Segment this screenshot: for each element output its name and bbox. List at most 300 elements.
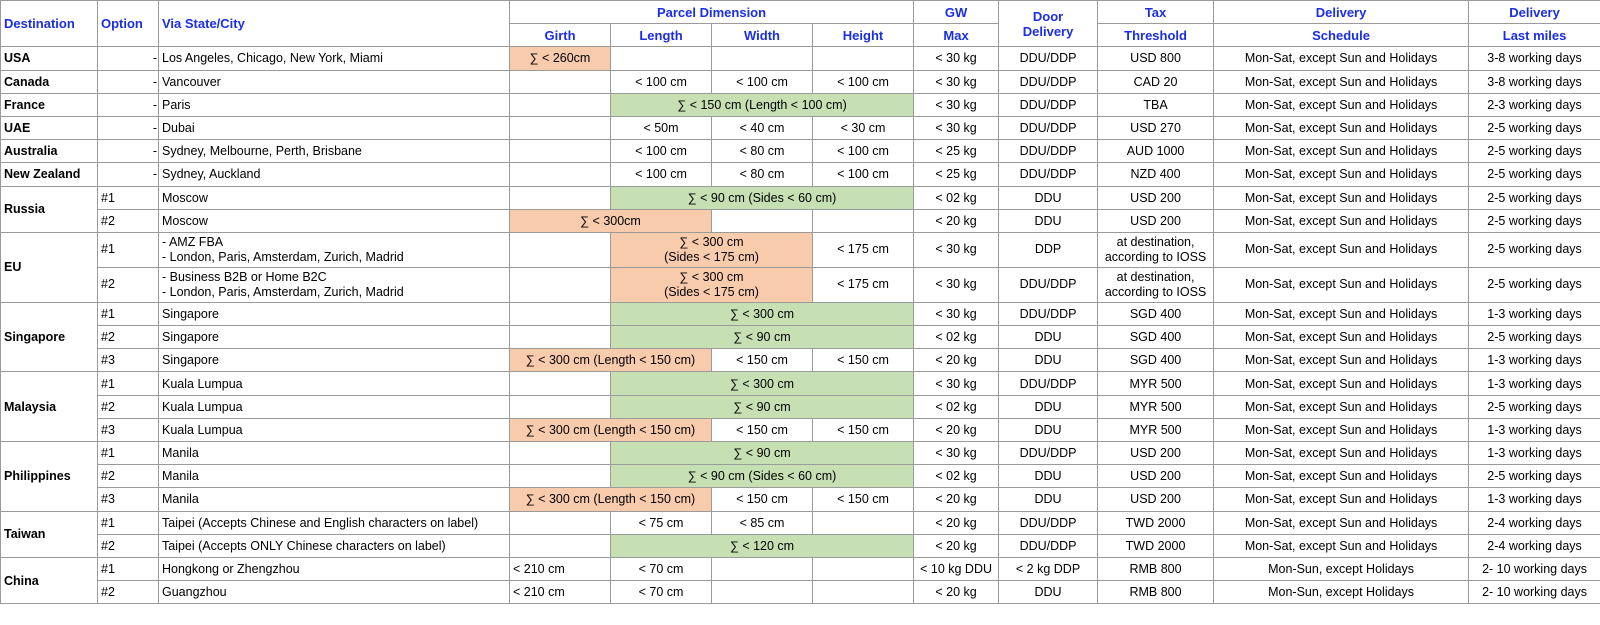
tax-cell: TWD 2000	[1098, 511, 1214, 534]
height-cell	[813, 581, 914, 604]
via-cell: Singapore	[159, 349, 510, 372]
girth-cell	[510, 511, 611, 534]
door-cell: DDU/DDP	[999, 163, 1098, 186]
schedule-cell: Mon-Sat, except Sun and Holidays	[1214, 47, 1469, 70]
table-row	[1, 372, 1600, 395]
header-threshold: Threshold	[1098, 24, 1214, 47]
last-miles-cell: 2-5 working days	[1469, 326, 1600, 349]
schedule-cell: Mon-Sat, except Sun and Holidays	[1214, 326, 1469, 349]
destination-cell: Singapore	[1, 302, 98, 372]
table-row	[1, 140, 1600, 163]
length-cell: < 70 cm	[611, 581, 712, 604]
width-cell: < 80 cm	[712, 163, 813, 186]
last-miles-cell: 2-3 working days	[1469, 93, 1600, 116]
tax-cell: MYR 500	[1098, 418, 1214, 441]
door-cell: DDU	[999, 395, 1098, 418]
table-row	[1, 395, 1600, 418]
gw-cell: < 20 kg	[914, 581, 999, 604]
option-cell: #3	[98, 418, 159, 441]
tax-cell: TWD 2000	[1098, 534, 1214, 557]
tax-cell	[1098, 232, 1214, 267]
table-row	[1, 557, 1600, 580]
gw-cell: < 20 kg	[914, 349, 999, 372]
width-cell: < 85 cm	[712, 511, 813, 534]
width-cell: < 150 cm	[712, 349, 813, 372]
door-cell: DDU/DDP	[999, 302, 1098, 325]
height-cell: < 150 cm	[813, 418, 914, 441]
header-gw-max: Max	[914, 24, 999, 47]
door-cell: DDU/DDP	[999, 511, 1098, 534]
dims-line2: (Sides < 175 cm)	[664, 249, 759, 264]
girth-length-cell: ∑ < 300cm	[510, 209, 712, 232]
option-cell: #1	[98, 302, 159, 325]
option-dash: -	[152, 51, 157, 66]
gw-cell: < 30 kg	[914, 372, 999, 395]
tax-cell: USD 200	[1098, 442, 1214, 465]
last-miles-cell: 2-4 working days	[1469, 534, 1600, 557]
schedule-cell: Mon-Sat, except Sun and Holidays	[1214, 232, 1469, 267]
tax-cell: USD 270	[1098, 116, 1214, 139]
gw-cell: < 02 kg	[914, 326, 999, 349]
via-cell: Taipei (Accepts Chinese and English characters on label)	[159, 511, 510, 534]
door-cell: DDU/DDP	[999, 140, 1098, 163]
table-row	[1, 581, 1600, 604]
via-cell: Hongkong or Zhengzhou	[159, 557, 510, 580]
dims-line1: ∑ < 300 cm	[679, 234, 744, 249]
last-miles-cell: 2-5 working days	[1469, 116, 1600, 139]
last-miles-cell: 2-5 working days	[1469, 140, 1600, 163]
option-cell: #1	[98, 232, 159, 267]
via-cell	[159, 267, 510, 302]
destination-cell: UAE	[1, 116, 98, 139]
length-cell: < 75 cm	[611, 511, 712, 534]
via-cell: Singapore	[159, 302, 510, 325]
girth-cell	[510, 372, 611, 395]
gw-cell: < 02 kg	[914, 465, 999, 488]
option-cell: #2	[98, 209, 159, 232]
option-cell: #2	[98, 395, 159, 418]
length-width-cell	[611, 267, 813, 302]
destination-cell: USA	[1, 47, 98, 70]
schedule-cell: Mon-Sat, except Sun and Holidays	[1214, 70, 1469, 93]
dims-line2: (Sides < 175 cm)	[664, 284, 759, 299]
girth-cell	[510, 302, 611, 325]
option-cell: #1	[98, 557, 159, 580]
schedule-cell: Mon-Sat, except Sun and Holidays	[1214, 534, 1469, 557]
gw-cell: < 20 kg	[914, 488, 999, 511]
girth-cell	[510, 140, 611, 163]
via-cell: Kuala Lumpua	[159, 395, 510, 418]
dimensions-cell: ∑ < 300 cm	[611, 302, 914, 325]
header-delivery-schedule-top: Delivery	[1214, 1, 1469, 24]
girth-cell: ∑ < 260cm	[510, 47, 611, 70]
door-cell: DDU/DDP	[999, 116, 1098, 139]
dimensions-cell: ∑ < 120 cm	[611, 534, 914, 557]
last-miles-cell: 2-5 working days	[1469, 395, 1600, 418]
width-cell: < 80 cm	[712, 140, 813, 163]
length-cell: < 100 cm	[611, 70, 712, 93]
header-girth: Girth	[510, 24, 611, 47]
gw-cell: < 30 kg	[914, 442, 999, 465]
door-cell: DDU/DDP	[999, 70, 1098, 93]
door-cell: DDU	[999, 186, 1098, 209]
width-cell: < 150 cm	[712, 418, 813, 441]
table-row	[1, 186, 1600, 209]
length-cell	[611, 47, 712, 70]
table-row	[1, 93, 1600, 116]
via-cell: Kuala Lumpua	[159, 418, 510, 441]
last-miles-cell: 1-3 working days	[1469, 418, 1600, 441]
schedule-cell: Mon-Sat, except Sun and Holidays	[1214, 418, 1469, 441]
via-cell: Guangzhou	[159, 581, 510, 604]
table-row	[1, 511, 1600, 534]
door-cell: DDU	[999, 349, 1098, 372]
last-miles-cell: 1-3 working days	[1469, 372, 1600, 395]
option-dash: -	[152, 74, 157, 89]
width-cell	[712, 209, 813, 232]
via-cell: Los Angeles, Chicago, New York, Miami	[159, 47, 510, 70]
table-row	[1, 534, 1600, 557]
door-cell: DDU/DDP	[999, 534, 1098, 557]
option-cell: #2	[98, 465, 159, 488]
width-cell	[712, 557, 813, 580]
width-cell: < 100 cm	[712, 70, 813, 93]
height-cell: < 175 cm	[813, 232, 914, 267]
last-miles-cell: 1-3 working days	[1469, 349, 1600, 372]
tax-cell: MYR 500	[1098, 372, 1214, 395]
via-cell	[159, 232, 510, 267]
via-line1: - AMZ FBA	[162, 234, 224, 249]
destination-cell: New Zealand	[1, 163, 98, 186]
table-row	[1, 47, 1600, 70]
girth-cell	[510, 116, 611, 139]
header-destination: Destination	[1, 1, 98, 47]
gw-cell: < 30 kg	[914, 47, 999, 70]
option-cell: #3	[98, 349, 159, 372]
last-miles-cell: 3-8 working days	[1469, 47, 1600, 70]
last-miles-cell: 3-8 working days	[1469, 70, 1600, 93]
tax-cell: SGD 400	[1098, 302, 1214, 325]
header-parcel-dimension: Parcel Dimension	[510, 1, 914, 24]
schedule-cell: Mon-Sat, except Sun and Holidays	[1214, 140, 1469, 163]
schedule-cell: Mon-Sat, except Sun and Holidays	[1214, 302, 1469, 325]
schedule-cell: Mon-Sat, except Sun and Holidays	[1214, 372, 1469, 395]
last-miles-cell: 2-5 working days	[1469, 186, 1600, 209]
via-cell: Vancouver	[159, 70, 510, 93]
header-gw: GW	[914, 1, 999, 24]
schedule-cell: Mon-Sun, except Holidays	[1214, 557, 1469, 580]
last-miles-cell: 1-3 working days	[1469, 488, 1600, 511]
schedule-cell: Mon-Sat, except Sun and Holidays	[1214, 186, 1469, 209]
tax-cell: USD 200	[1098, 465, 1214, 488]
via-cell: Taipei (Accepts ONLY Chinese characters on label)	[159, 534, 510, 557]
header-door-line1: Door	[1032, 8, 1064, 24]
door-cell: DDU	[999, 326, 1098, 349]
option-cell	[98, 47, 159, 70]
tax-line1: at destination,	[1116, 234, 1195, 249]
header-height: Height	[813, 24, 914, 47]
option-dash: -	[152, 167, 157, 182]
height-cell: < 30 cm	[813, 116, 914, 139]
dimensions-cell: ∑ < 300 cm	[611, 372, 914, 395]
dimensions-cell: ∑ < 90 cm (Sides < 60 cm)	[611, 186, 914, 209]
gw-cell: < 02 kg	[914, 395, 999, 418]
tax-cell: RMB 800	[1098, 557, 1214, 580]
dimensions-cell: ∑ < 90 cm	[611, 442, 914, 465]
girth-cell: < 210 cm	[510, 581, 611, 604]
girth-cell	[510, 267, 611, 302]
tax-cell: RMB 800	[1098, 581, 1214, 604]
header-length: Length	[611, 24, 712, 47]
table-row	[1, 349, 1600, 372]
last-miles-cell: 2-4 working days	[1469, 511, 1600, 534]
gw-cell: < 30 kg	[914, 93, 999, 116]
via-line2: - London, Paris, Amsterdam, Zurich, Madrid	[162, 249, 404, 264]
height-cell	[813, 511, 914, 534]
table-row	[1, 232, 1600, 267]
option-cell	[98, 93, 159, 116]
schedule-cell: Mon-Sat, except Sun and Holidays	[1214, 442, 1469, 465]
option-dash: -	[152, 144, 157, 159]
tax-cell: USD 200	[1098, 488, 1214, 511]
girth-cell	[510, 395, 611, 418]
table-row	[1, 302, 1600, 325]
destination-cell: Russia	[1, 186, 98, 232]
height-cell	[813, 557, 914, 580]
door-cell: DDP	[999, 232, 1098, 267]
via-line1: - Business B2B or Home B2C	[162, 269, 327, 284]
via-line2: - London, Paris, Amsterdam, Zurich, Madrid	[162, 284, 404, 299]
gw-cell: < 30 kg	[914, 302, 999, 325]
tax-cell: USD 800	[1098, 47, 1214, 70]
length-cell: < 100 cm	[611, 163, 712, 186]
gw-cell: < 02 kg	[914, 186, 999, 209]
schedule-cell: Mon-Sat, except Sun and Holidays	[1214, 511, 1469, 534]
option-cell: #2	[98, 581, 159, 604]
gw-cell: < 20 kg	[914, 534, 999, 557]
door-cell: DDU	[999, 209, 1098, 232]
gw-cell: < 20 kg	[914, 418, 999, 441]
schedule-cell: Mon-Sat, except Sun and Holidays	[1214, 395, 1469, 418]
door-cell: DDU	[999, 465, 1098, 488]
tax-line2: according to IOSS	[1104, 284, 1207, 299]
tax-line2: according to IOSS	[1104, 249, 1207, 264]
door-cell: DDU/DDP	[999, 267, 1098, 302]
girth-cell	[510, 465, 611, 488]
height-cell: < 175 cm	[813, 267, 914, 302]
header-schedule: Schedule	[1214, 24, 1469, 47]
gw-cell: < 20 kg	[914, 511, 999, 534]
girth-cell	[510, 186, 611, 209]
schedule-cell: Mon-Sat, except Sun and Holidays	[1214, 349, 1469, 372]
width-cell	[712, 47, 813, 70]
width-cell	[712, 581, 813, 604]
height-cell: < 150 cm	[813, 488, 914, 511]
destination-cell: Philippines	[1, 442, 98, 512]
gw-cell: < 25 kg	[914, 163, 999, 186]
length-cell: < 100 cm	[611, 140, 712, 163]
tax-cell: MYR 500	[1098, 395, 1214, 418]
last-miles-cell: 2-5 working days	[1469, 465, 1600, 488]
length-width-cell	[611, 232, 813, 267]
height-cell: < 100 cm	[813, 163, 914, 186]
girth-cell: < 210 cm	[510, 557, 611, 580]
header-last-miles: Last miles	[1469, 24, 1600, 47]
dimensions-cell: ∑ < 90 cm (Sides < 60 cm)	[611, 465, 914, 488]
destination-cell: EU	[1, 232, 98, 302]
width-cell: < 40 cm	[712, 116, 813, 139]
schedule-cell: Mon-Sat, except Sun and Holidays	[1214, 93, 1469, 116]
door-cell: DDU	[999, 488, 1098, 511]
via-cell: Kuala Lumpua	[159, 372, 510, 395]
last-miles-cell: 2-5 working days	[1469, 209, 1600, 232]
tax-cell: SGD 400	[1098, 326, 1214, 349]
dims-line1: ∑ < 300 cm	[679, 269, 744, 284]
last-miles-cell: 1-3 working days	[1469, 302, 1600, 325]
gw-cell: < 30 kg	[914, 232, 999, 267]
height-cell: < 100 cm	[813, 70, 914, 93]
door-cell: DDU/DDP	[999, 442, 1098, 465]
destination-cell: Australia	[1, 140, 98, 163]
last-miles-cell: 1-3 working days	[1469, 442, 1600, 465]
option-cell: #1	[98, 511, 159, 534]
option-dash: -	[152, 120, 157, 135]
tax-line1: at destination,	[1116, 269, 1195, 284]
option-cell: #1	[98, 442, 159, 465]
destination-cell: China	[1, 557, 98, 603]
via-cell: Manila	[159, 465, 510, 488]
tax-cell: TBA	[1098, 93, 1214, 116]
header-tax: Tax	[1098, 1, 1214, 24]
gw-cell: < 30 kg	[914, 116, 999, 139]
girth-cell	[510, 326, 611, 349]
length-cell: < 70 cm	[611, 557, 712, 580]
table-row	[1, 163, 1600, 186]
girth-cell	[510, 232, 611, 267]
door-cell: DDU	[999, 581, 1098, 604]
girth-length-cell: ∑ < 300 cm (Length < 150 cm)	[510, 349, 712, 372]
via-cell: Manila	[159, 488, 510, 511]
header-door-delivery	[999, 1, 1098, 47]
table-row	[1, 209, 1600, 232]
schedule-cell: Mon-Sat, except Sun and Holidays	[1214, 163, 1469, 186]
header-via: Via State/City	[159, 1, 510, 47]
door-cell: DDU	[999, 418, 1098, 441]
height-cell	[813, 47, 914, 70]
tax-cell: NZD 400	[1098, 163, 1214, 186]
option-cell: #1	[98, 186, 159, 209]
tax-cell: CAD 20	[1098, 70, 1214, 93]
last-miles-cell: 2-5 working days	[1469, 163, 1600, 186]
schedule-cell: Mon-Sun, except Holidays	[1214, 581, 1469, 604]
option-cell: #2	[98, 534, 159, 557]
width-cell: < 150 cm	[712, 488, 813, 511]
destination-cell: Malaysia	[1, 372, 98, 442]
destination-cell: France	[1, 93, 98, 116]
dimensions-cell: ∑ < 90 cm	[611, 395, 914, 418]
last-miles-cell: 2- 10 working days	[1469, 581, 1600, 604]
via-cell: Moscow	[159, 209, 510, 232]
table-row	[1, 116, 1600, 139]
door-cell: DDU/DDP	[999, 372, 1098, 395]
table-row	[1, 442, 1600, 465]
table-row	[1, 488, 1600, 511]
table-row	[1, 418, 1600, 441]
height-cell	[813, 209, 914, 232]
tax-cell	[1098, 267, 1214, 302]
table-row	[1, 326, 1600, 349]
gw-cell: < 25 kg	[914, 140, 999, 163]
girth-length-cell: ∑ < 300 cm (Length < 150 cm)	[510, 418, 712, 441]
dimensions-cell: ∑ < 90 cm	[611, 326, 914, 349]
header-option: Option	[98, 1, 159, 47]
via-cell: Paris	[159, 93, 510, 116]
header-width: Width	[712, 24, 813, 47]
table-row	[1, 70, 1600, 93]
gw-cell: < 30 kg	[914, 267, 999, 302]
via-cell: Singapore	[159, 326, 510, 349]
schedule-cell: Mon-Sat, except Sun and Holidays	[1214, 116, 1469, 139]
option-cell: #2	[98, 326, 159, 349]
destination-cell: Taiwan	[1, 511, 98, 557]
girth-cell	[510, 163, 611, 186]
via-cell: Sydney, Auckland	[159, 163, 510, 186]
last-miles-cell: 2- 10 working days	[1469, 557, 1600, 580]
girth-cell	[510, 93, 611, 116]
girth-cell	[510, 70, 611, 93]
tax-cell: AUD 1000	[1098, 140, 1214, 163]
girth-cell	[510, 442, 611, 465]
destination-cell: Canada	[1, 70, 98, 93]
schedule-cell: Mon-Sat, except Sun and Holidays	[1214, 465, 1469, 488]
option-cell: #2	[98, 267, 159, 302]
tax-cell: USD 200	[1098, 186, 1214, 209]
last-miles-cell: 2-5 working days	[1469, 232, 1600, 267]
tax-cell: USD 200	[1098, 209, 1214, 232]
door-cell: < 2 kg DDP	[999, 557, 1098, 580]
schedule-cell: Mon-Sat, except Sun and Holidays	[1214, 267, 1469, 302]
gw-cell: < 10 kg DDU	[914, 557, 999, 580]
option-cell	[98, 140, 159, 163]
door-cell: DDU/DDP	[999, 47, 1098, 70]
header-delivery-last-top: Delivery	[1469, 1, 1600, 24]
table-row	[1, 267, 1600, 302]
height-cell: < 150 cm	[813, 349, 914, 372]
option-dash: -	[152, 97, 157, 112]
dimensions-cell: ∑ < 150 cm (Length < 100 cm)	[611, 93, 914, 116]
option-cell: #3	[98, 488, 159, 511]
gw-cell: < 30 kg	[914, 70, 999, 93]
gw-cell: < 20 kg	[914, 209, 999, 232]
header-door-line2: Delivery	[1022, 23, 1074, 39]
table-row	[1, 465, 1600, 488]
via-cell: Manila	[159, 442, 510, 465]
via-cell: Dubai	[159, 116, 510, 139]
schedule-cell: Mon-Sat, except Sun and Holidays	[1214, 209, 1469, 232]
girth-cell	[510, 534, 611, 557]
girth-length-cell: ∑ < 300 cm (Length < 150 cm)	[510, 488, 712, 511]
option-cell	[98, 70, 159, 93]
height-cell: < 100 cm	[813, 140, 914, 163]
tax-cell: SGD 400	[1098, 349, 1214, 372]
schedule-cell: Mon-Sat, except Sun and Holidays	[1214, 488, 1469, 511]
via-cell: Moscow	[159, 186, 510, 209]
last-miles-cell: 2-5 working days	[1469, 267, 1600, 302]
via-cell: Sydney, Melbourne, Perth, Brisbane	[159, 140, 510, 163]
option-cell: #1	[98, 372, 159, 395]
option-cell	[98, 163, 159, 186]
door-cell: DDU/DDP	[999, 93, 1098, 116]
